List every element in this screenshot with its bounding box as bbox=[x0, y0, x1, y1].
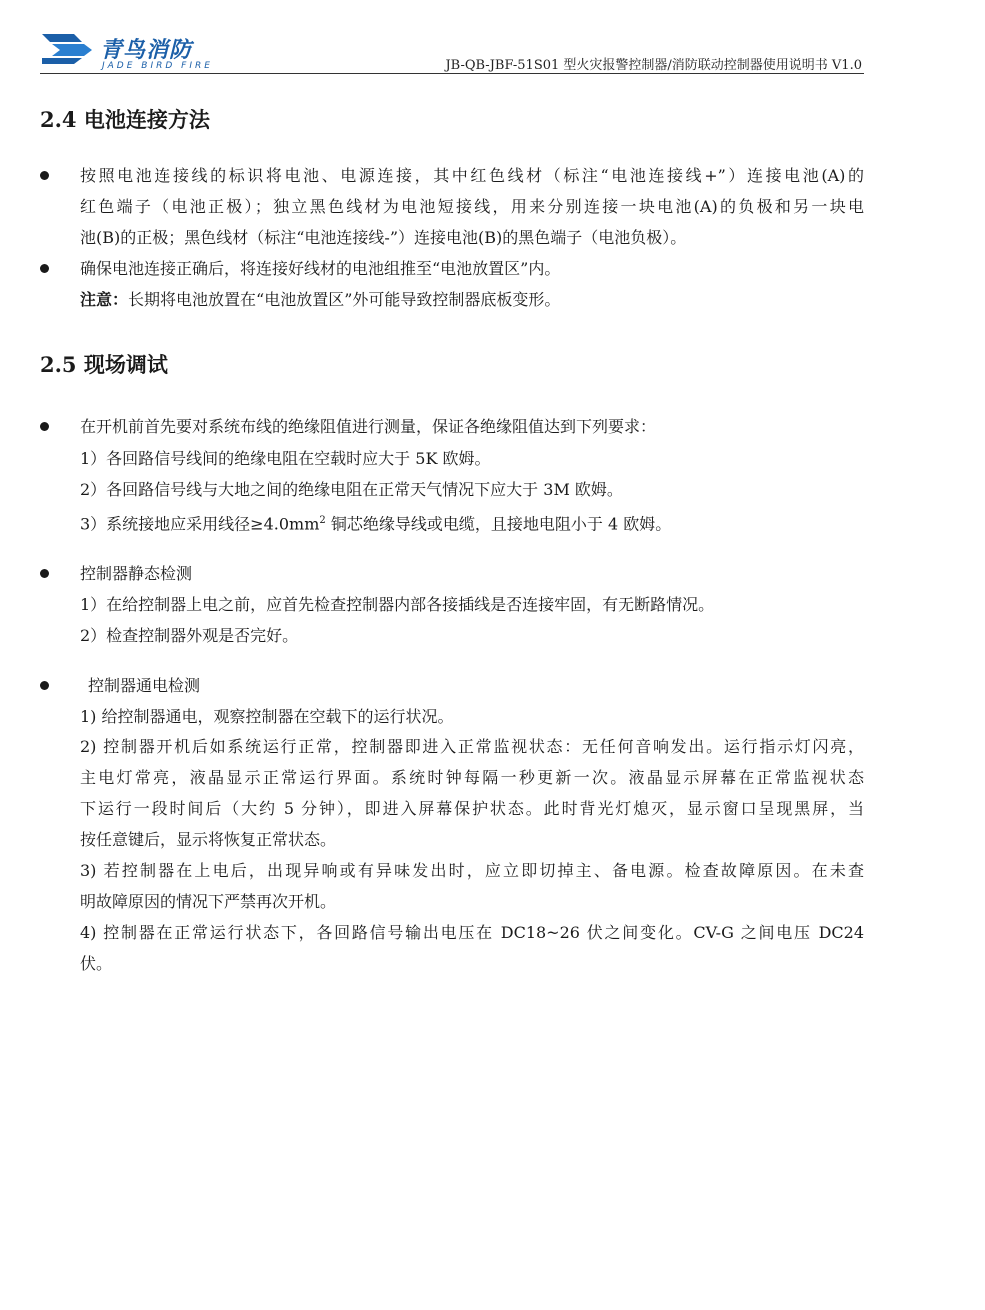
static-check-item-1: 1）在给控制器上电之前，应首先检查控制器内部各接插线是否连接牢固，有无断路情况。 bbox=[80, 595, 715, 614]
power-check-item-2-line-3: 下运行一段时间后（大约 5 分钟），即进入屏幕保护状态。此时背光灯熄灭，显示窗口呈现黑屏，当 bbox=[80, 799, 864, 818]
power-check-item-2-line-2: 主电灯常亮，液晶显示正常运行界面。系统时钟每隔一秒更新一次。液晶显示屏幕在正常监视状态 bbox=[80, 768, 864, 787]
power-check-title: 控制器通电检测 bbox=[88, 676, 201, 695]
bullet-icon bbox=[40, 171, 49, 180]
bullet-icon bbox=[40, 569, 49, 578]
bullet-icon bbox=[40, 681, 49, 690]
battery-connection-line-1: 按照电池连接线的标识将电池、电源连接，其中红色线材（标注“电池连接线+”）连接电池(A)的 bbox=[80, 166, 864, 185]
power-check-item-1: 1) 给控制器通电，观察控制器在空载下的运行状况。 bbox=[80, 707, 454, 726]
power-check-item-4-line-1: 4) 控制器在正常运行状态下，各回路信号输出电压在 DC18~26 伏之间变化。CV-G 之间电压 DC24 bbox=[80, 923, 864, 942]
section-heading-2-5: 2.5 现场调试 bbox=[40, 352, 168, 377]
power-check-item-4-line-2: 伏。 bbox=[80, 954, 113, 973]
power-check-item-3-line-2: 明故障原因的情况下严禁再次开机。 bbox=[80, 892, 337, 911]
page-header bbox=[40, 24, 864, 76]
logo-chinese-name: 青鸟消防 bbox=[100, 38, 193, 63]
bullet-icon bbox=[40, 422, 49, 431]
insulation-item-3 bbox=[80, 505, 671, 539]
insulation-item-2: 2）各回路信号线与大地之间的绝缘电阻在正常天气情况下应大于 3M 欧姆。 bbox=[80, 480, 623, 499]
insulation-item-3-tail: 铜芯绝缘导线或电缆，且接地电阻小于 4 欧姆。 bbox=[325, 514, 672, 534]
insulation-item-1: 1）各回路信号线间的绝缘电阻在空载时应大于 5K 欧姆。 bbox=[80, 449, 491, 468]
static-check-title: 控制器静态检测 bbox=[80, 564, 193, 583]
logo-english-name: JADE BIRD FIRE bbox=[102, 61, 213, 71]
battery-connection-line-2: 红色端子（电池正极）；独立黑色线材为电池短接线，用来分别连接一块电池(A)的负极和另一块电 bbox=[80, 197, 864, 216]
document-title: JB-QB-JBF-51S01 型火灾报警控制器/消防联动控制器使用说明书 V1.0 bbox=[445, 58, 862, 73]
note-text: 长期将电池放置在“电池放置区”外可能导致控制器底板变形。 bbox=[128, 290, 561, 309]
header-divider bbox=[40, 73, 864, 74]
battery-placement-text: 确保电池连接正确后，将连接好线材的电池组推至“电池放置区”内。 bbox=[80, 259, 561, 278]
power-check-item-3-line-1: 3) 若控制器在上电后，出现异响或有异味发出时，应立即切掉主、备电源。检查故障原因。在未查 bbox=[80, 861, 864, 880]
superscript-2: 2 bbox=[319, 515, 326, 526]
jade-bird-logo-icon bbox=[40, 30, 100, 66]
insulation-intro: 在开机前首先要对系统布线的绝缘阻值进行测量，保证各绝缘阻值达到下列要求： bbox=[80, 417, 657, 436]
brand-logo bbox=[40, 30, 240, 74]
insulation-item-3-text: 3）系统接地应采用线径≥4.0mm bbox=[80, 514, 320, 534]
power-check-item-2-line-1: 2) 控制器开机后如系统运行正常，控制器即进入正常监视状态：无任何音响发出。运行指示灯闪亮， bbox=[80, 737, 864, 756]
power-check-item-2-line-4: 按任意键后，显示将恢复正常状态。 bbox=[80, 830, 337, 849]
static-check-item-2: 2）检查控制器外观是否完好。 bbox=[80, 626, 299, 645]
section-heading-2-4: 2.4 电池连接方法 bbox=[40, 107, 210, 132]
note-label: 注意： bbox=[80, 290, 129, 309]
battery-connection-line-3: 池(B)的正极；黑色线材（标注“电池连接线-”）连接电池(B)的黑色端子（电池负极）。 bbox=[80, 228, 687, 247]
battery-note bbox=[80, 284, 560, 315]
bullet-icon bbox=[40, 264, 49, 273]
